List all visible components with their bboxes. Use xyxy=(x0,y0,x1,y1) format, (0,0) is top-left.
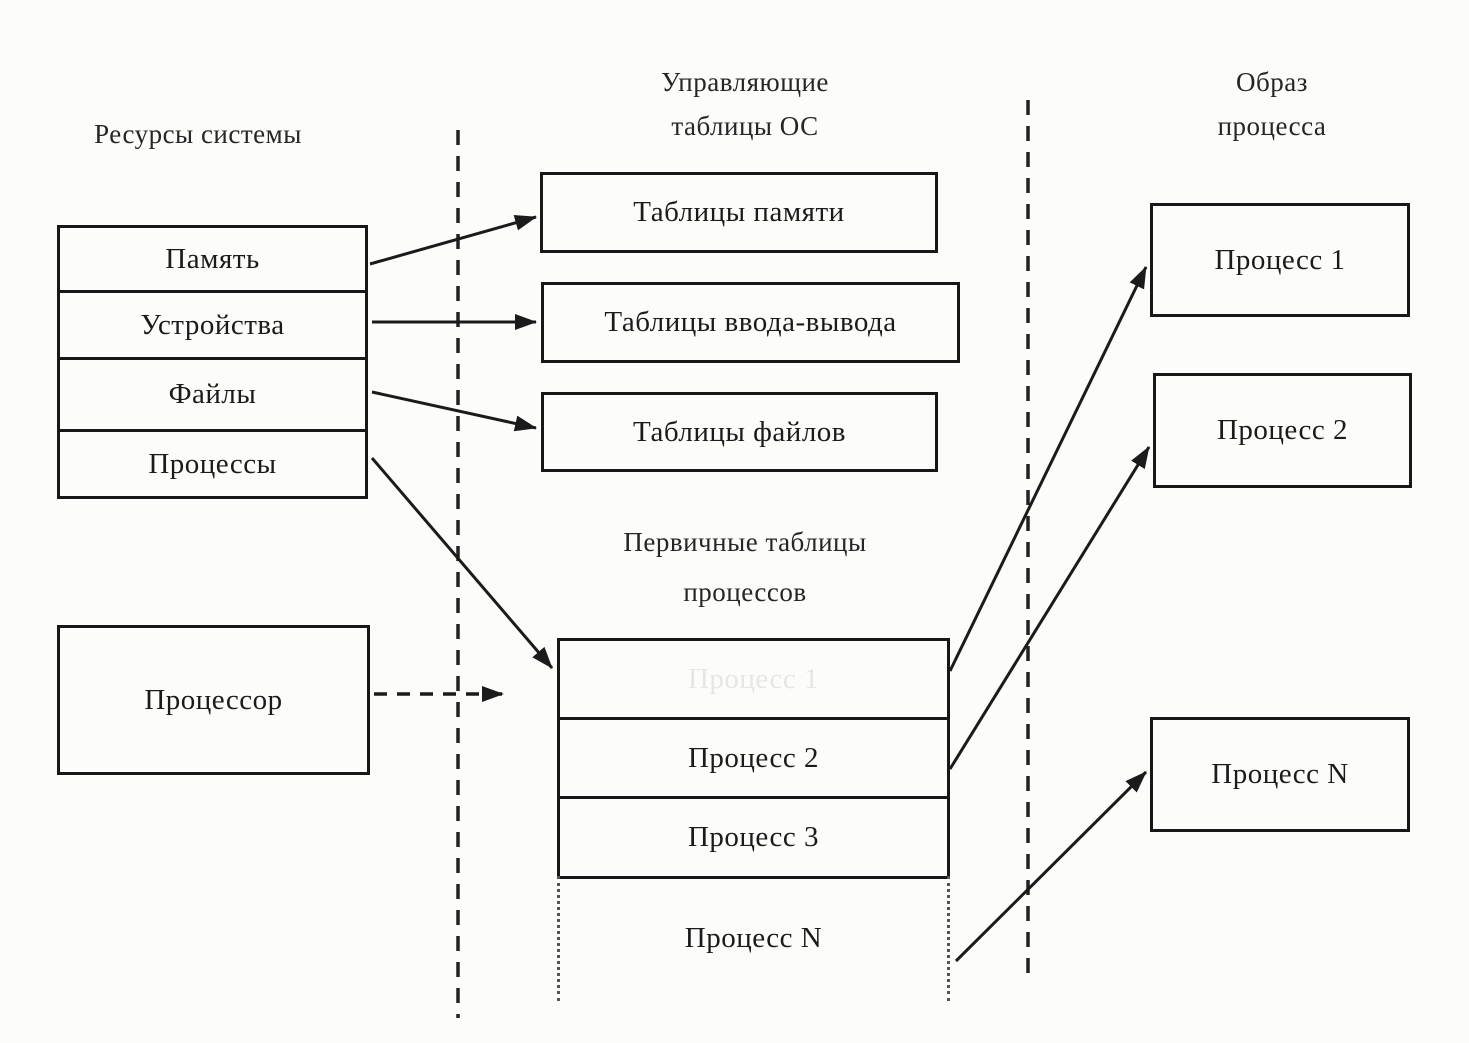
memory-tables-box: Таблицы памяти xyxy=(540,172,938,253)
process-table-row-1: Процесс 1 xyxy=(557,638,950,720)
process-image-heading xyxy=(1122,60,1422,148)
process-table-row-n: Процесс N xyxy=(557,876,950,1001)
resource-row-devices: Устройства xyxy=(57,290,368,360)
resource-row-files: Файлы xyxy=(57,357,368,432)
primary-process-table xyxy=(557,638,950,1001)
process-image-box-1: Процесс 1 xyxy=(1150,203,1410,317)
process-table-row-3: Процесс 3 xyxy=(557,796,950,879)
io-tables-box: Таблицы ввода-вывода xyxy=(541,282,960,363)
arrow-row1-to-process-image-1 xyxy=(950,267,1146,671)
arrow-files-to-file-tables xyxy=(372,392,536,428)
resources-heading: Ресурсы системы xyxy=(94,119,302,149)
arrow-rown-to-process-image-n xyxy=(956,772,1146,961)
primary-tables-heading xyxy=(545,517,945,617)
resource-row-processes: Процессы xyxy=(57,429,368,499)
os-tables-heading-line2: таблицы ОС xyxy=(671,111,819,141)
resource-stack xyxy=(57,225,368,499)
primary-tables-heading-line2: процессов xyxy=(683,577,807,607)
process-image-box-n: Процесс N xyxy=(1150,717,1410,832)
process-image-heading-line1: Образ xyxy=(1236,67,1308,97)
arrow-row2-to-process-image-2 xyxy=(950,447,1149,769)
resource-row-memory: Память xyxy=(57,225,368,293)
processor-box: Процессор xyxy=(57,625,370,775)
process-image-box-2: Процесс 2 xyxy=(1153,373,1412,488)
file-tables-box: Таблицы файлов xyxy=(541,392,938,472)
os-tables-heading-line1: Управляющие xyxy=(661,67,829,97)
arrow-memory-to-memory-tables xyxy=(370,217,536,264)
arrow-processes-to-process-table xyxy=(372,458,552,668)
os-tables-heading xyxy=(545,60,945,148)
process-table-row-2: Процесс 2 xyxy=(557,717,950,799)
process-image-heading-line2: процесса xyxy=(1217,111,1327,141)
primary-tables-heading-line1: Первичные таблицы xyxy=(623,527,867,557)
